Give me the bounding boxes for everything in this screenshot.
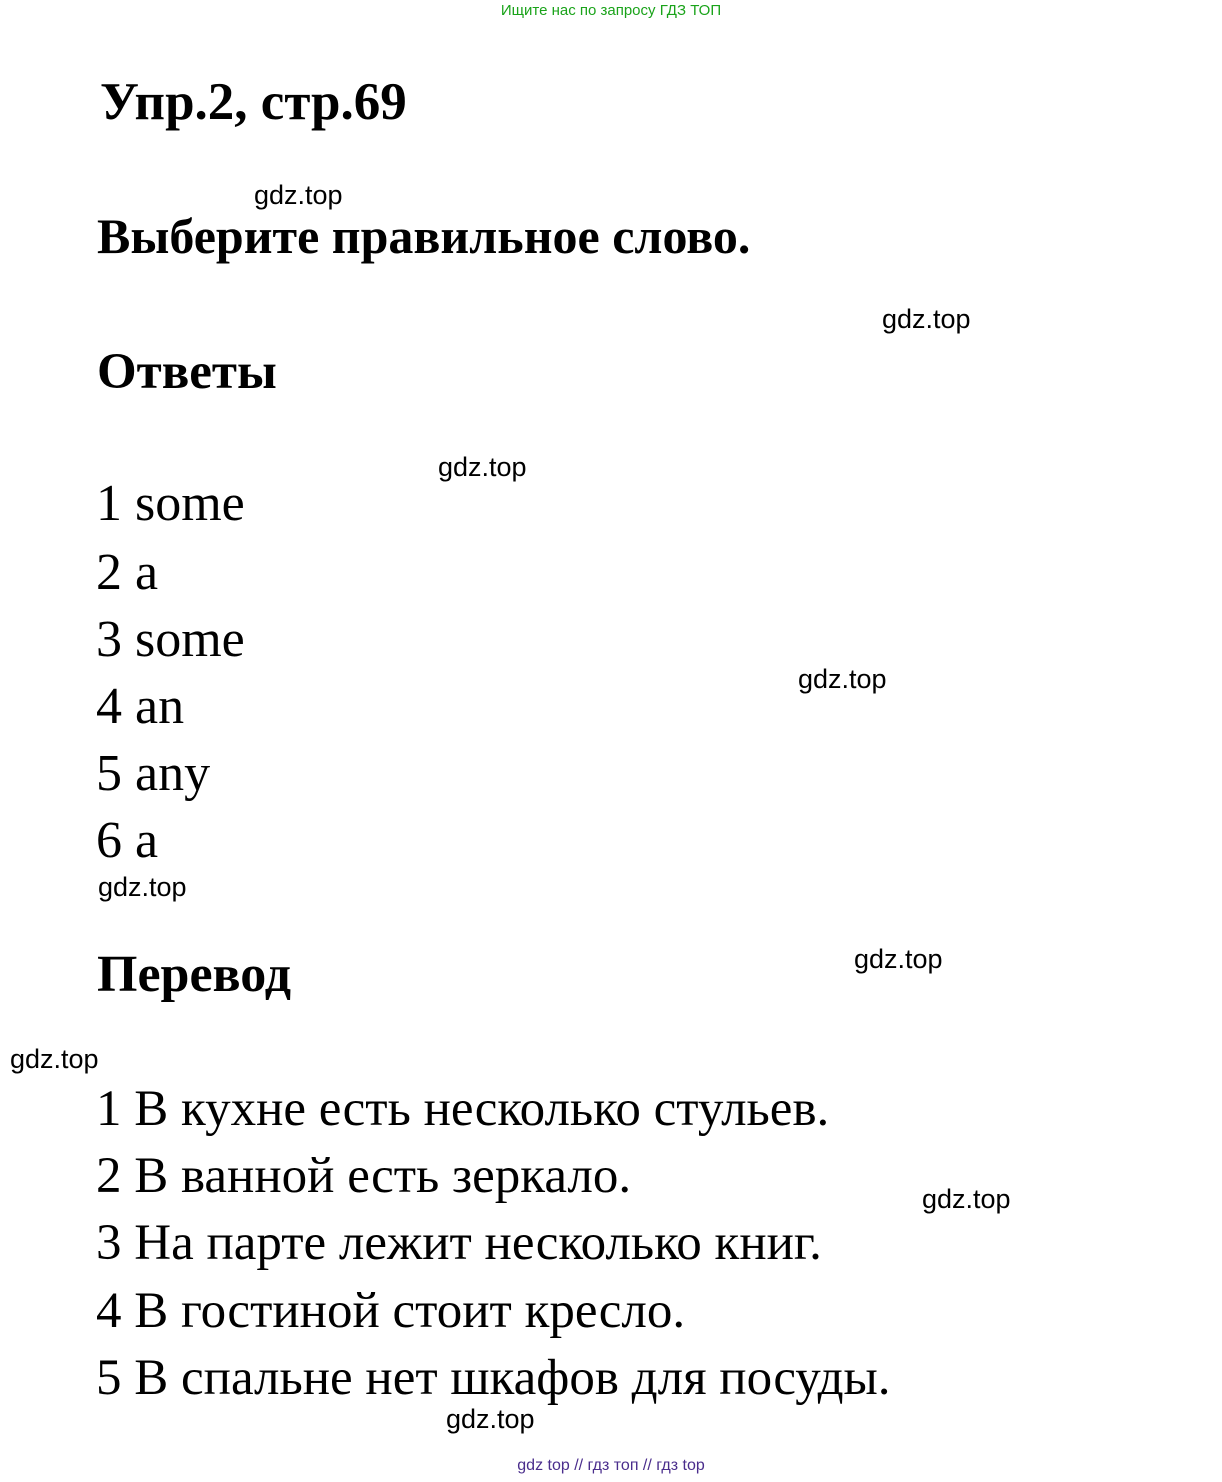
watermark: gdz.top: [438, 452, 527, 482]
translation-item: 4 В гостиной стоит кресло.: [96, 1283, 686, 1339]
watermark: gdz.top: [98, 872, 187, 902]
translation-item: 3 На парте лежит несколько книг.: [96, 1215, 822, 1271]
watermark: gdz.top: [922, 1184, 1011, 1214]
watermark: gdz.top: [254, 180, 343, 210]
translation-item: 2 В ванной есть зеркало.: [96, 1148, 632, 1204]
answer-item: 4 an: [96, 678, 185, 735]
answer-item: 5 any: [96, 745, 211, 802]
footer-links: gdz top // гдз топ // гдз top: [517, 1457, 705, 1474]
top-banner: Ищите нас по запросу ГДЗ ТОП: [500, 2, 722, 19]
page-title: Упр.2, стр.69: [100, 73, 407, 131]
task-heading: Выберите правильное слово.: [97, 208, 751, 264]
answer-item: 2 a: [96, 544, 159, 601]
translation-item: 1 В кухне есть несколько стульев.: [96, 1081, 830, 1137]
answer-item: 1 some: [96, 475, 245, 532]
watermark: gdz.top: [798, 664, 887, 694]
watermark: gdz.top: [446, 1404, 535, 1434]
watermark: gdz.top: [10, 1044, 99, 1074]
translation-item: 5 В спальне нет шкафов для посуды.: [96, 1350, 891, 1406]
answer-item: 6 a: [96, 812, 159, 869]
translation-heading: Перевод: [97, 946, 292, 1003]
answer-item: 3 some: [96, 611, 245, 668]
watermark: gdz.top: [854, 944, 943, 974]
watermark: gdz.top: [882, 304, 971, 334]
answers-heading: Ответы: [97, 344, 277, 400]
